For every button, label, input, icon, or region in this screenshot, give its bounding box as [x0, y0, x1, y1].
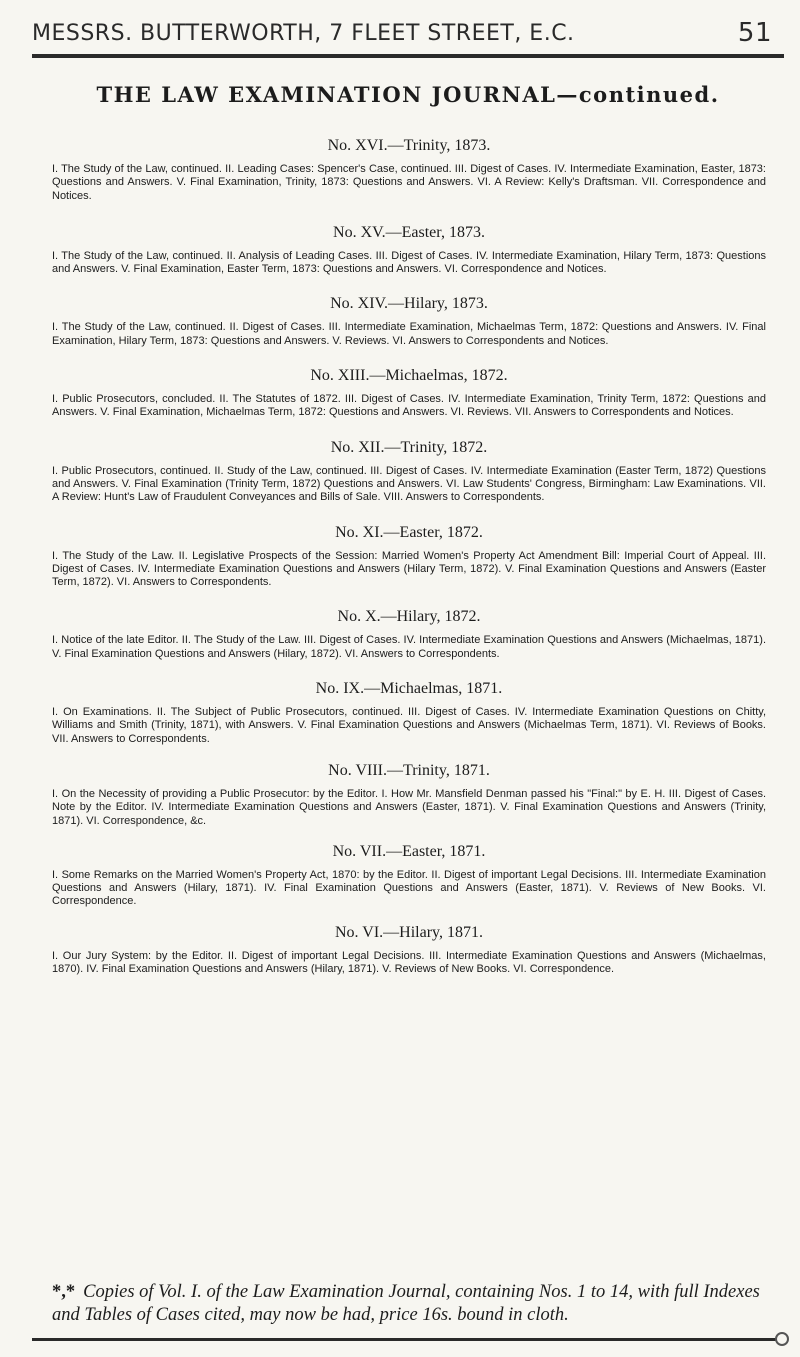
issue-heading: No. XVI.—Trinity, 1873. — [327, 137, 491, 154]
footer-note — [52, 1281, 766, 1327]
issue-heading: No. VIII.—Trinity, 1871. — [328, 761, 490, 779]
issue-heading: No. X.—Hilary, 1872. — [337, 608, 481, 626]
issue-entry — [52, 678, 766, 746]
journal-title: THE LAW EXAMINATION JOURNAL—continued. — [96, 82, 720, 107]
issue-contents: I. The Study of the Law, continued. II. Analysis of Leading Cases. III. Digest of Cases. IV. Intermediate Examination, Hilary Term, 1873: Questions and Answers. V. Final Examination, Easter Term, 1873: Questions and Answers. VI. Correspondence and Notices. — [52, 249, 766, 276]
issue-heading: No. IX.—Michaelmas, 1871. — [315, 680, 503, 698]
footer-note-text: Copies of Vol. I. of the Law Examination Journal, containing Nos. 1 to 14, with full Indexes and Tables of Cases cited, may now be had, price 16s. bound in cloth. — [52, 1282, 760, 1325]
issue-entry — [52, 365, 766, 420]
issue-heading: No. XV.—Easter, 1873. — [333, 223, 485, 241]
issue-contents: I. The Study of the Law, continued. II. Digest of Cases. III. Intermediate Examination, Michaelmas Term, 1872: Questions and Answers. IV. Final Examination, Hilary Term, 1873: Questions and Answers. V. Reviews. VI. Answers to Correspondents and Notices. — [52, 321, 766, 347]
page-number: 51 — [737, 18, 772, 48]
issue-heading: No. VI.—Hilary, 1871. — [335, 923, 483, 941]
issue-entry — [52, 437, 766, 505]
issue-contents: I. Notice of the late Editor. II. The Study of the Law. III. Digest of Cases. IV. Intermediate Examination Questions and Answers (Michaelmas, 1871). V. Final Examination Questions and Answers (Hilary, 1872). VI. Answers to Correspondents. — [52, 634, 766, 660]
issue-heading: No. XIV.—Hilary, 1873. — [330, 295, 488, 313]
issue-contents: I. Public Prosecutors, concluded. II. The Statutes of 1872. III. Digest of Cases. IV. Intermediate Examination, Trinity Term, 1872: Questions and Answers. V. Final Examination, Michaelmas Term, 1872: Questions and Answers. VI. Reviews. VII. Answers to Correspondents and Notices. — [52, 393, 766, 419]
running-head — [32, 14, 772, 52]
issue-heading: No. XII.—Trinity, 1872. — [330, 438, 488, 456]
issue-entry — [52, 522, 766, 590]
issue-contents: I. On Examinations. II. The Subject of Public Prosecutors, continued. III. Digest of Cases. IV. Intermediate Examination Questions on Chitty, Williams and Smith (Trinity, 1871), with Answers. V. Final Examination Questions and Answers (Michaelmas Term, 1871). VI. Reviews of Books. VII. Answers to Correspondents. — [52, 706, 766, 745]
issue-contents: I. Some Remarks on the Married Women's Property Act, 1870: by the Editor. II. Digest of important Legal Decisions. III. Intermediate Examination Questions and Answers (Hilary, 1871). IV. Final Examination Questions and Answers (Easter, 1871). V. Reviews of New Books. VI. Correspondence. — [52, 868, 766, 908]
bottom-rule — [32, 1338, 776, 1341]
issue-contents: I. On the Necessity of providing a Public Prosecutor: by the Editor. I. How Mr. Mansfield Denman passed his "Final:" by E. H. III. Digest of Cases. Note by the Editor. IV. Intermediate Examination Questions and Answers (Easter, 1871). V. Final Examination Questions and Answers (Trinity, 1871). VI. Correspondence, &c. — [52, 787, 766, 827]
issue-entry — [52, 222, 766, 277]
issue-heading: No. XI.—Easter, 1872. — [335, 523, 483, 541]
issue-contents: I. The Study of the Law, continued. II. Leading Cases: Spencer's Case, continued. III. Digest of Cases. IV. Intermediate Examination, Easter, 1873: Questions and Answers. V. Final Examination, Trinity, 1873: Questions and Answers. VI. A Review: Kelly's Draftsman. VII. Correspondence and Notices. — [52, 163, 766, 202]
issue-entry — [52, 841, 766, 909]
issue-contents: I. The Study of the Law. II. Legislative Prospects of the Session: Married Women's Property Act Amendment Bill: Imperial Court of Appeal. III. Digest of Cases. IV. Intermediate Examination Questions and Answers (Hilary Term, 1872). V. Final Examination Questions and Answers (Easter Term, 1872). VI. Answers to Correspondents. — [52, 549, 766, 589]
issue-entry — [52, 135, 766, 203]
issue-heading: No. VII.—Easter, 1871. — [332, 842, 486, 860]
issue-contents: I. Our Jury System: by the Editor. II. Digest of important Legal Decisions. III. Intermediate Examination Questions and Answers (Michaelmas, 1870). IV. Final Examination Questions and Answers (Hilary, 1871). V. Reviews of New Books. VI. Correspondence. — [52, 949, 766, 976]
issue-contents: I. Public Prosecutors, continued. II. Study of the Law, continued. III. Digest of Cases. IV. Intermediate Examination (Easter Term, 1872) Questions and Answers. V. Final Examination (Trinity Term, 1872) Questions and Answers. VI. Law Students' Congress, Birmingham: Law Examinations. VII. A Review: Hunt's Law of Fraudulent Conveyances and Bills of Sale. VIII. Answers to Correspondents. — [52, 464, 766, 504]
asterism: *,* — [52, 1282, 76, 1302]
top-rule — [32, 54, 784, 58]
issue-entry — [52, 606, 766, 661]
issue-heading: No. XIII.—Michaelmas, 1872. — [310, 367, 508, 385]
running-head-title: MESSRS. BUTTERWORTH, 7 FLEET STREET, E.C. — [32, 20, 575, 46]
issue-list — [52, 120, 766, 976]
rule-end-ornament-icon — [775, 1332, 789, 1346]
issue-entry — [52, 760, 766, 828]
issue-entry — [52, 293, 766, 348]
issue-entry — [52, 922, 766, 977]
